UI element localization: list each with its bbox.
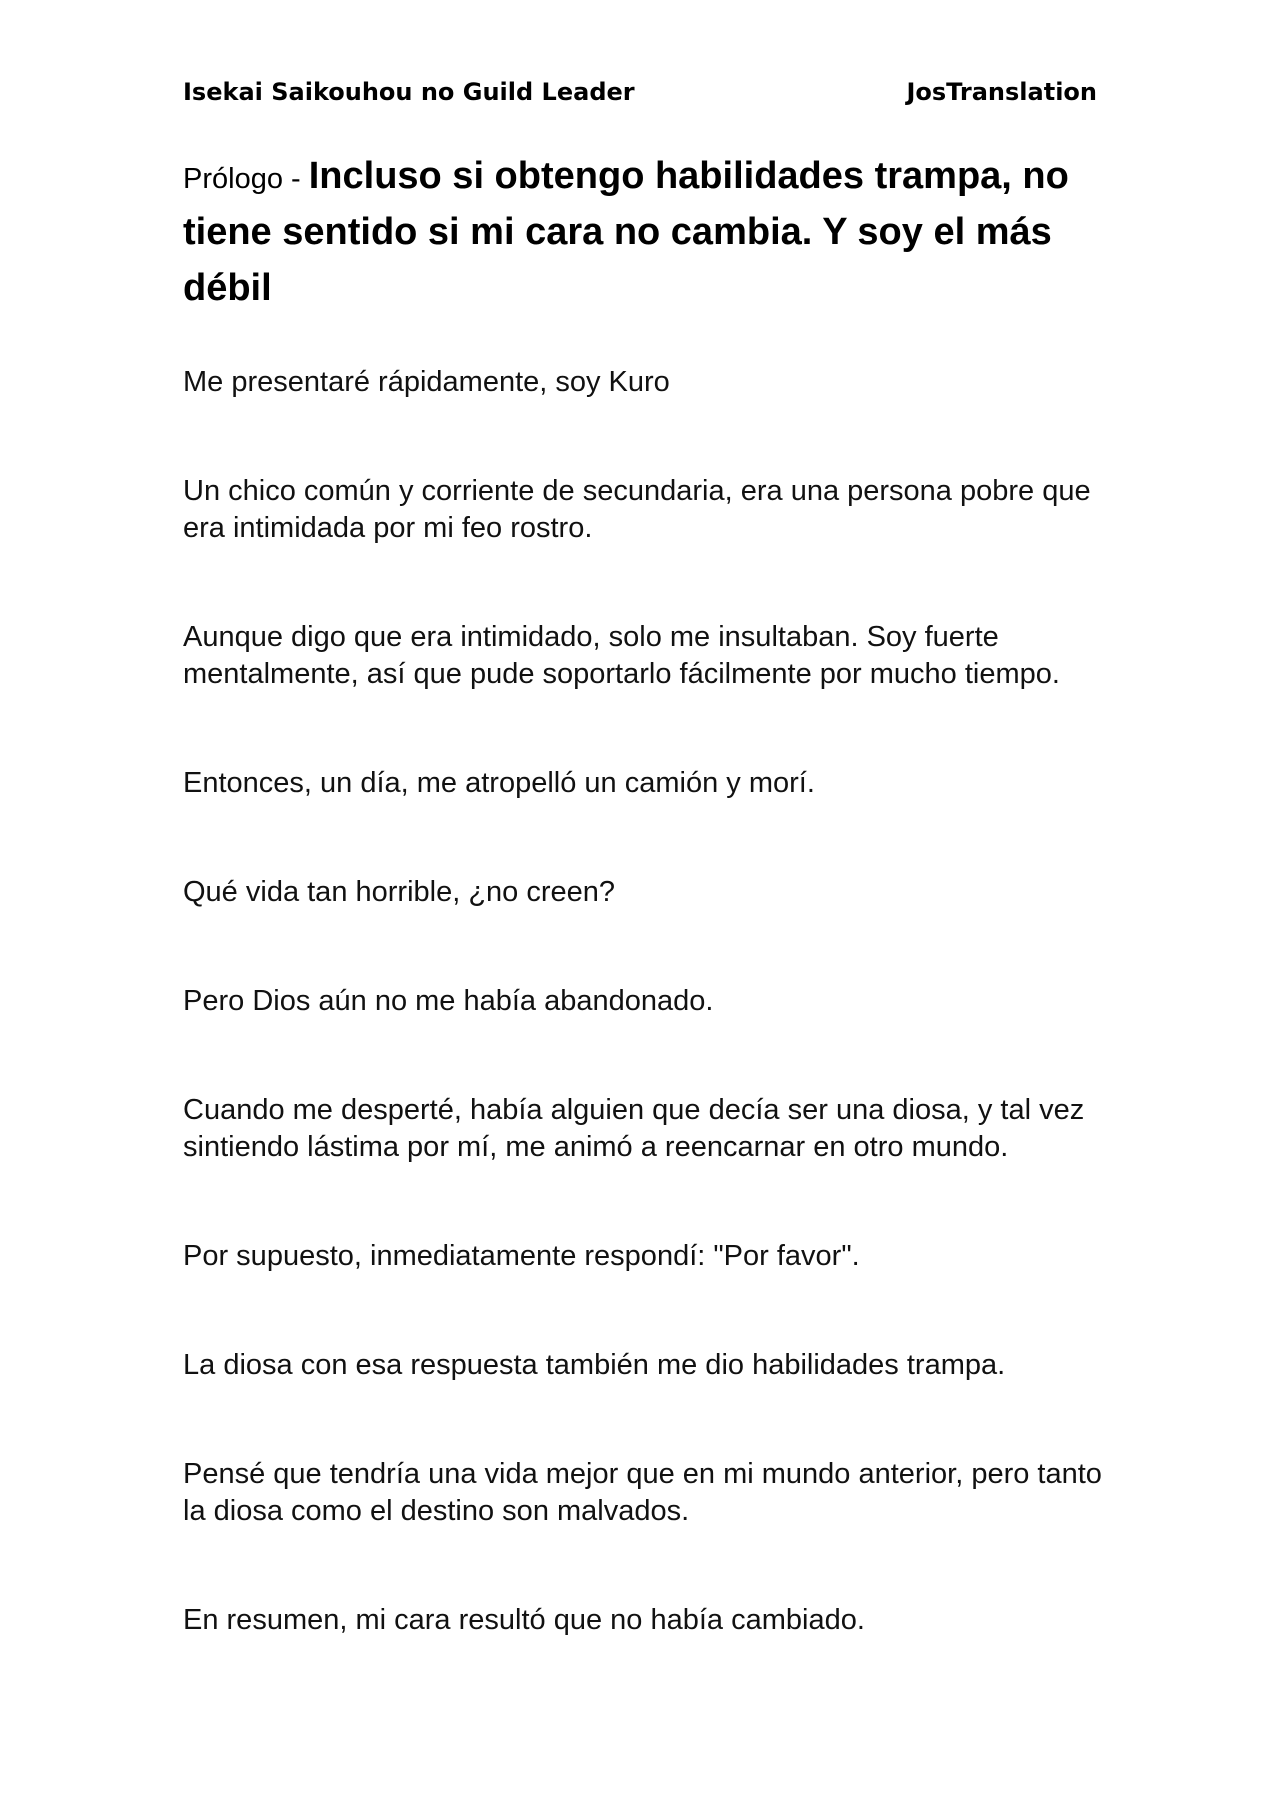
paragraph-1: Me presentaré rápidamente, soy Kuro bbox=[183, 366, 670, 398]
paragraph-7: Cuando me desperté, había alguien que decía ser una diosa, y tal vez sintiendo lástima por mí, me animó a reencarnar en otro mundo. bbox=[183, 1094, 1085, 1163]
paragraph-8: Por supuesto, inmediatamente respondí: "Por favor". bbox=[183, 1240, 860, 1272]
paragraph-9: La diosa con esa respuesta también me dio habilidades trampa. bbox=[183, 1349, 1006, 1381]
chapter-body bbox=[183, 364, 1113, 1639]
chapter-title bbox=[183, 152, 1113, 320]
page-header bbox=[183, 78, 1097, 106]
paragraph-4: Entonces, un día, me atropelló un camión y morí. bbox=[183, 767, 815, 799]
series-title: Isekai Saikouhou no Guild Leader bbox=[183, 78, 635, 106]
translator-name: JosTranslation bbox=[906, 78, 1097, 106]
paragraph-10: Pensé que tendría una vida mejor que en mi mundo anterior, pero tanto la diosa como el destino son malvados. bbox=[183, 1458, 1102, 1527]
chapter-title-text: Incluso si obtengo habilidades trampa, no tiene sentido si mi cara no cambia. Y soy el más débil bbox=[183, 155, 1069, 309]
chapter-prefix: Prólogo - bbox=[183, 163, 309, 195]
paragraph-2: Un chico común y corriente de secundaria, era una persona pobre que era intimidada por mi feo rostro. bbox=[183, 475, 1091, 544]
paragraph-6: Pero Dios aún no me había abandonado. bbox=[183, 985, 714, 1017]
paragraph-11: En resumen, mi cara resultó que no había cambiado. bbox=[183, 1604, 865, 1636]
paragraph-3: Aunque digo que era intimidado, solo me insultaban. Soy fuerte mentalmente, así que pude soportarlo fácilmente por mucho tiempo. bbox=[183, 621, 1060, 690]
paragraph-5: Qué vida tan horrible, ¿no creen? bbox=[183, 876, 616, 908]
